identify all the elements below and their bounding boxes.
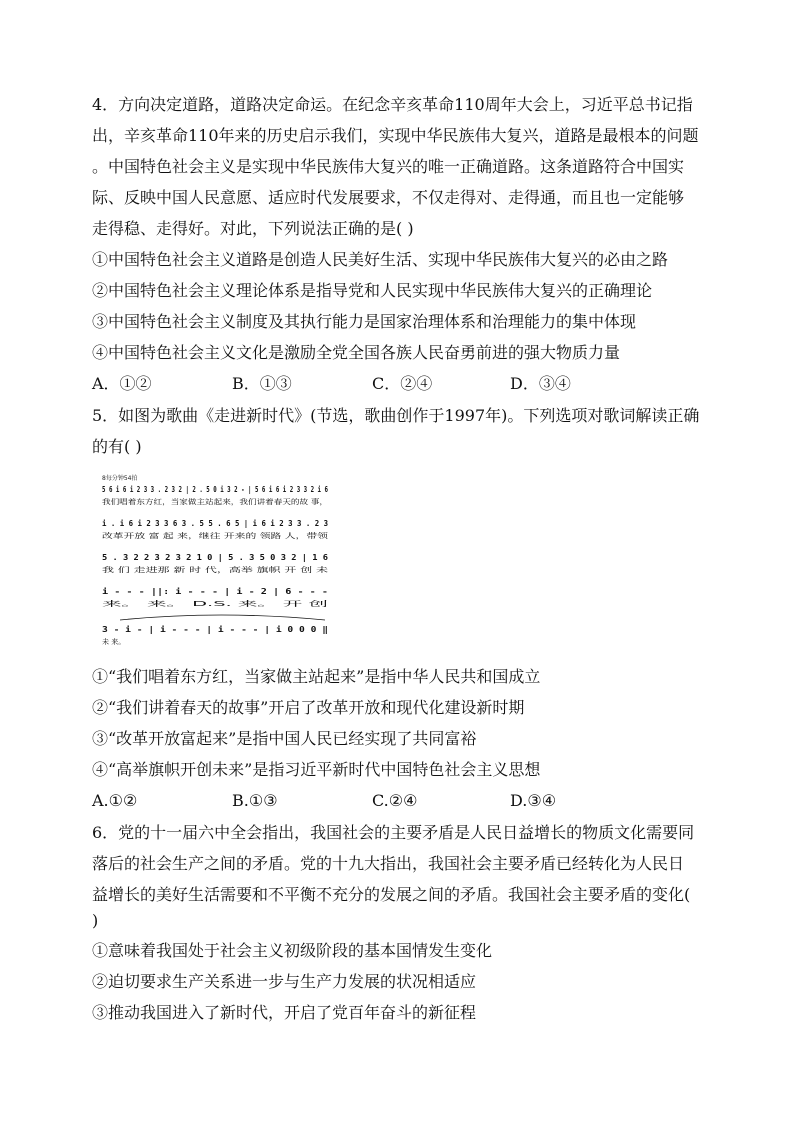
q6-stem-line-2: 落后的社会生产之间的矛盾。党的十九大指出，我国社会主要矛盾已经转化为人民日 <box>92 854 685 873</box>
q6-statement-3: ③推动我国进入了新时代，开启了党百年奋斗的新征程 <box>92 1003 477 1022</box>
q4-option-d[interactable]: D．③④ <box>510 374 571 393</box>
q4-stem-line-5: 走得稳、走得好。对此，下列说法正确的是( ) <box>92 219 414 238</box>
q5-statement-3: ③“改革开放富起来”是指中国人民已经实现了共同富裕 <box>92 729 477 748</box>
q4-stem-line-2: 出，辛亥革命110年来的历史启示我们，实现中华民族伟大复兴，道路是最根本的问题 <box>92 126 699 145</box>
q5-statement-1: ①“我们唱着东方红，当家做主站起来”是指中华人民共和国成立 <box>92 667 541 686</box>
score-row-4-notes: i - - - ||: i - - - | i - 2 | 6 - - - <box>102 587 281 596</box>
q4-option-a[interactable]: A．①② <box>92 374 152 393</box>
q4-option-c[interactable]: C．②④ <box>372 374 433 393</box>
q4-stem-line-4: 际、反映中国人民意愿、适应时代发展要求，不仅走得对、走得通，而且也一定能够 <box>92 188 685 207</box>
q5-stem-line-1: 5．如图为歌曲《走进新时代》(节选，歌曲创作于1997年)。下列选项对歌词解读正确 <box>92 406 700 425</box>
q5-option-a[interactable]: A.①② <box>92 791 138 810</box>
q5-option-b[interactable]: B.①③ <box>232 791 278 810</box>
score-row-1-lyrics: 我们唱着东方红，当家做主站起来，我们讲着春天的故 事， <box>102 498 287 506</box>
score-tie-curve <box>120 615 325 620</box>
q5-statement-4: ④“高举旗帜开创未来”是指习近平新时代中国特色社会主义思想 <box>92 760 541 779</box>
q5-option-c[interactable]: C.②④ <box>372 791 418 810</box>
score-row-5-notes: 3 - i - | i - - - | i - - - | i 0 0 0 ‖ <box>102 625 290 634</box>
q5-options <box>92 790 708 812</box>
score-row-4-lyrics: 来。 来。 D.S. 来。 开 创 <box>102 600 184 608</box>
score-row-3-notes: 5 . 3 2 2 3 2 3 2 1 0 | 5 . 3 5 0 3 2 | 1 6 <box>102 553 329 562</box>
q4-option-b[interactable]: B．①③ <box>232 374 292 393</box>
score-tempo: 8每分钟54拍 <box>102 475 138 482</box>
score-row-3-lyrics: 我 们 走进那 新 时 代，高举 旗帜 开 创 未 <box>102 566 235 574</box>
q4-options <box>92 373 708 395</box>
score-row-2-lyrics: 改革开放 富 起 来，继往 开来的 领路 人，带领 <box>102 532 249 540</box>
q4-stem-line-1: 4．方向决定道路，道路决定命运。在纪念辛亥革命110周年大会上，习近平总书记指 <box>92 95 693 114</box>
q4-stem-line-3: 。中国特色社会主义是实现中华民族伟大复兴的唯一正确道路。这条道路符合中国实 <box>92 157 685 176</box>
song-score-image <box>100 470 416 650</box>
score-row-5-lyrics: 未 来。 <box>102 638 126 646</box>
q4-statement-1: ①中国特色社会主义道路是创造人民美好生活、实现中华民族伟大复兴的必由之路 <box>92 250 669 269</box>
q6-statement-1: ①意味着我国处于社会主义初级阶段的基本国情发生变化 <box>92 941 493 960</box>
score-row-1-notes: 5 6 i 6 i 2 3 3 . 2 3 2 | 2 . 5 0 i 3 2 - | 5 6 i 6 i 2 3 3 2 i 6 <box>102 485 416 494</box>
q5-statement-2: ②“我们讲着春天的故事”开启了改革开放和现代化建设新时期 <box>92 698 525 717</box>
score-row-2-notes: i . i 6 i 2 3 3 6 3 . 5 5 . 6 5 | i 6 i 2 3 3 . 2 3 <box>102 519 348 528</box>
q5-stem-line-2: 的有( ) <box>92 437 142 456</box>
q5-option-d[interactable]: D.③④ <box>510 791 557 810</box>
q6-statement-2: ②迫切要求生产关系进一步与生产力发展的状况相适应 <box>92 972 477 991</box>
q6-stem-line-3: 益增长的美好生活需要和不平衡不充分的发展之间的矛盾。我国社会主要矛盾的变化( <box>92 885 691 904</box>
q4-statement-3: ③中国特色社会主义制度及其执行能力是国家治理体系和治理能力的集中体现 <box>92 312 637 331</box>
q6-stem-line-4: ) <box>92 911 99 930</box>
q4-statement-2: ②中国特色社会主义理论体系是指导党和人民实现中华民族伟大复兴的正确理论 <box>92 281 653 300</box>
q4-statement-4: ④中国特色社会主义文化是激励全党全国各族人民奋勇前进的强大物质力量 <box>92 343 621 362</box>
q6-stem-line-1: 6．党的十一届六中全会指出，我国社会的主要矛盾是人民日益增长的物质文化需要同 <box>92 823 695 842</box>
